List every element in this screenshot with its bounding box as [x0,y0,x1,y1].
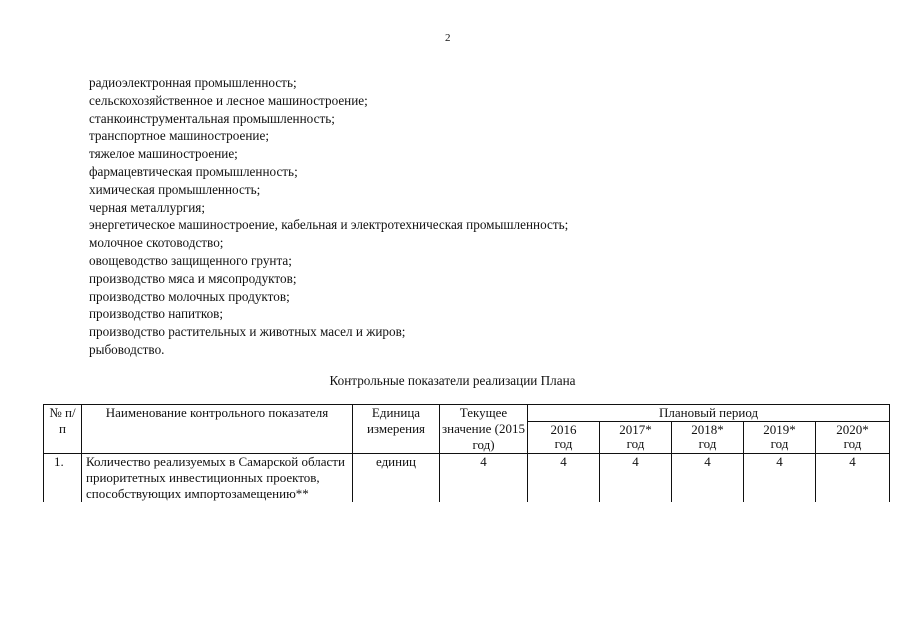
year-label: 2016 [550,422,577,438]
year-unit: год [698,436,717,452]
row-indicator-name [82,454,353,503]
row-value-2020: 4 [816,454,890,503]
row-number: 1. [44,454,82,503]
indicators-table [43,404,890,502]
section-title: Контрольные показатели реализации Плана [329,373,576,388]
header-current-value: Текущее значение (2015 год) [440,405,528,454]
header-name: Наименование контрольного показателя [82,405,353,454]
header-year-2018 [672,422,744,454]
list-item: транспортное машиностроение; [89,128,269,144]
list-item: энергетическое машиностроение, кабельная и электротехническая промышленность; [89,217,569,233]
list-item: радиоэлектронная промышленность; [89,75,297,90]
list-item: сельскохозяйственное и лесное машиностроение; [89,92,368,108]
row-value-2019: 4 [744,454,816,503]
header-unit: Единица измерения [353,405,440,454]
row-current-value: 4 [440,454,528,503]
table-row [44,454,890,503]
year-unit: год [554,436,573,452]
row-unit: единиц [353,454,440,503]
row-value-2016: 4 [528,454,600,503]
list-item: производство напитков; [89,306,224,322]
year-unit: год [843,436,862,452]
list-item: производство растительных и животных масел и жиров; [89,324,406,340]
year-label: 2017* [619,422,652,438]
year-label: 2019* [763,422,796,438]
list-item: станкоинструментальная промышленность; [89,110,335,126]
header-year-2017 [600,422,672,454]
list-item: химическая промышленность; [89,181,261,197]
list-item: черная металлургия; [89,199,205,215]
row-value-2018: 4 [672,454,744,503]
list-item: молочное скотоводство; [89,235,224,251]
year-label: 2020* [836,422,869,438]
list-item: тяжелое машиностроение; [89,146,238,162]
indicator-name-text: Количество реализуемых в Самарской области приоритетных инвестиционных проектов, способствующих импортозамещению** [86,454,345,501]
industry-list [89,74,568,359]
header-year-2019 [744,422,816,454]
header-planned-period: Плановый период [528,405,890,422]
year-label: 2018* [691,422,724,438]
header-number: № п/п [44,405,82,454]
header-year-2020 [816,422,890,454]
list-item: фармацевтическая промышленность; [89,163,298,179]
list-item: овощеводство защищенного грунта; [89,252,292,268]
list-item: производство молочных продуктов; [89,288,290,304]
row-value-2017: 4 [600,454,672,503]
year-unit: год [770,436,789,452]
list-item: рыбоводство. [89,341,165,357]
list-item: производство мяса и мясопродуктов; [89,270,297,286]
header-year-2016 [528,422,600,454]
page-number: 2 [445,32,451,44]
year-unit: год [626,436,645,452]
